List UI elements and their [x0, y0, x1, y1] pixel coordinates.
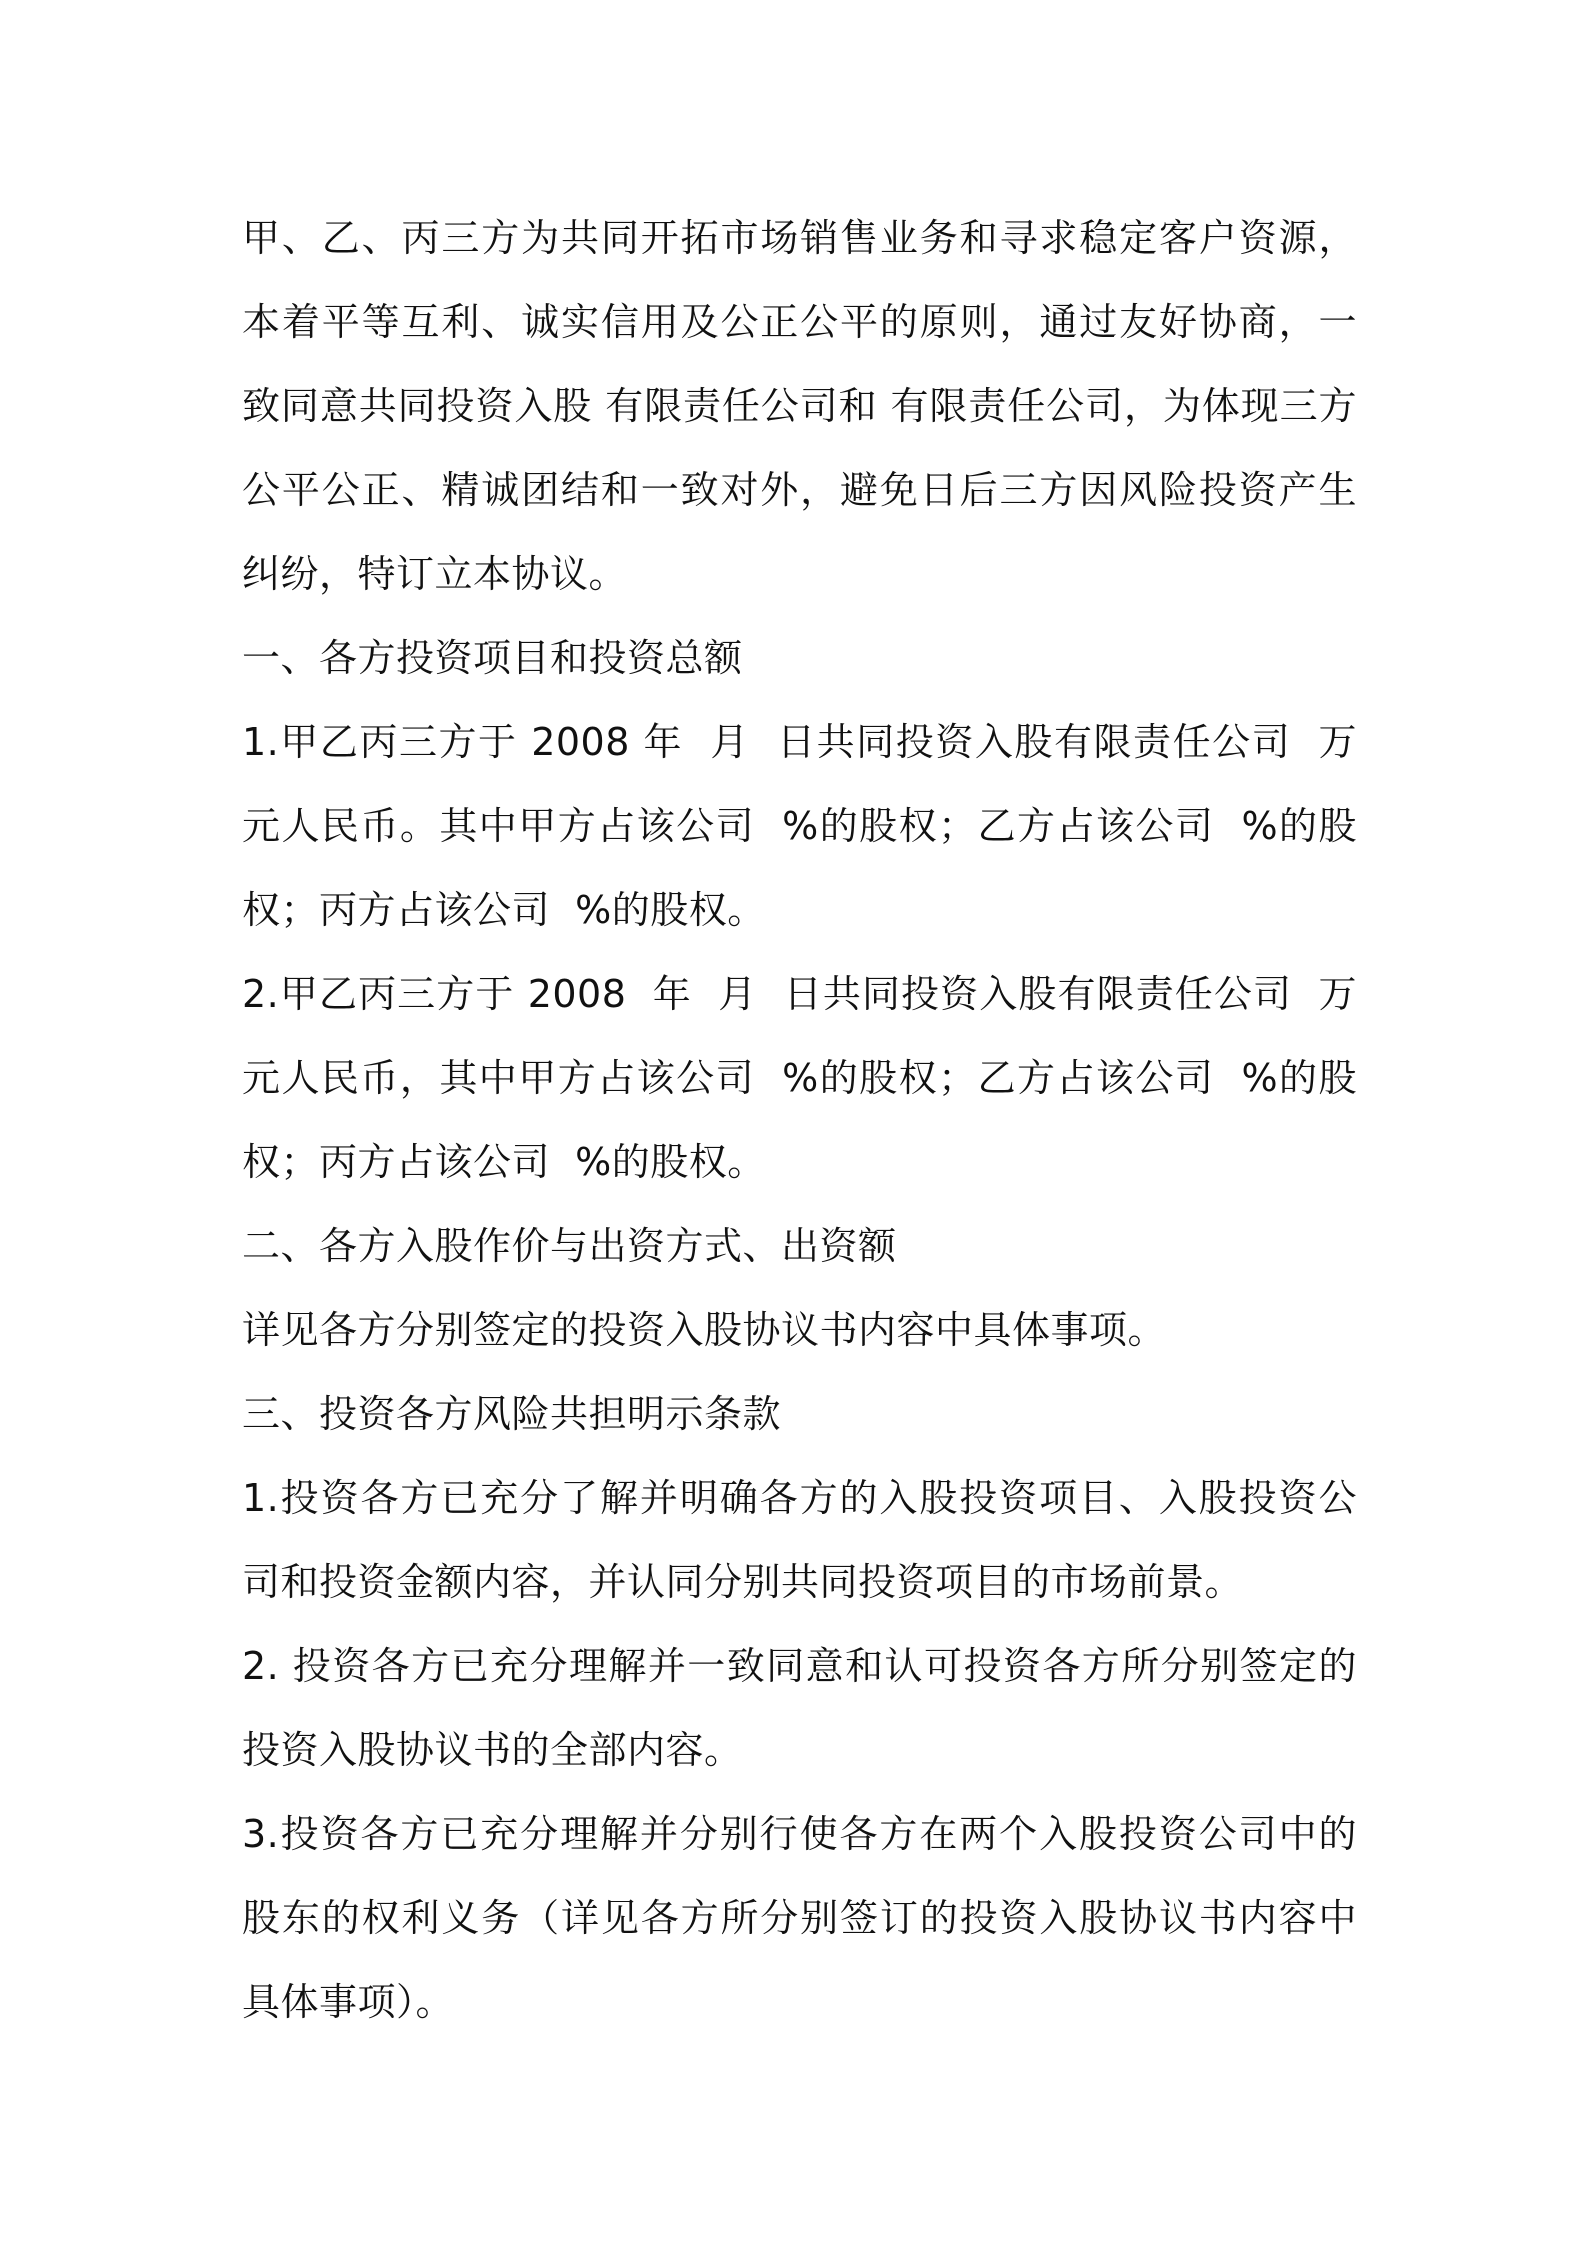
- section-3-item-1: 1.投资各方已充分了解并明确各方的入股投资项目、入股投资公司和投资金额内容，并认同分别共同投资项目的市场前景。: [242, 1476, 1357, 1604]
- section-1-item-1: 1.甲乙丙三方于 2008 年 月 日共同投资入股有限责任公司 万元人民币。其中甲方占该公司 %的股权；乙方占该公司 %的股权；丙方占该公司 %的股权。: [242, 720, 1357, 932]
- section-1-heading: 一、各方投资项目和投资总额: [242, 636, 743, 680]
- intro-paragraph: 甲、乙、丙三方为共同开拓市场销售业务和寻求稳定客户资源，本着平等互利、诚实信用及公正公平的原则，通过友好协商，一致同意共同投资入股 有限责任公司和 有限责任公司，为体现三方公平公正、精诚团结和一致对外，避免日后三方因风险投资产生纠纷，特订立本协议。: [242, 216, 1357, 596]
- document-body: [242, 196, 1357, 2044]
- section-3-item-2: 2. 投资各方已充分理解并一致同意和认可投资各方所分别签定的投资入股协议书的全部内容。: [242, 1644, 1357, 1772]
- section-3-item-3: 3.投资各方已充分理解并分别行使各方在两个入股投资公司中的股东的权利义务（详见各方所分别签订的投资入股协议书内容中具体事项）。: [242, 1812, 1357, 2024]
- section-2-heading: 二、各方入股作价与出资方式、出资额: [242, 1224, 897, 1268]
- section-3-heading: 三、投资各方风险共担明示条款: [242, 1392, 782, 1436]
- section-1-item-2: 2.甲乙丙三方于 2008 年 月 日共同投资入股有限责任公司 万元人民币，其中甲方占该公司 %的股权；乙方占该公司 %的股权；丙方占该公司 %的股权。: [242, 972, 1357, 1184]
- section-2-body: 详见各方分别签定的投资入股协议书内容中具体事项。: [242, 1308, 1167, 1352]
